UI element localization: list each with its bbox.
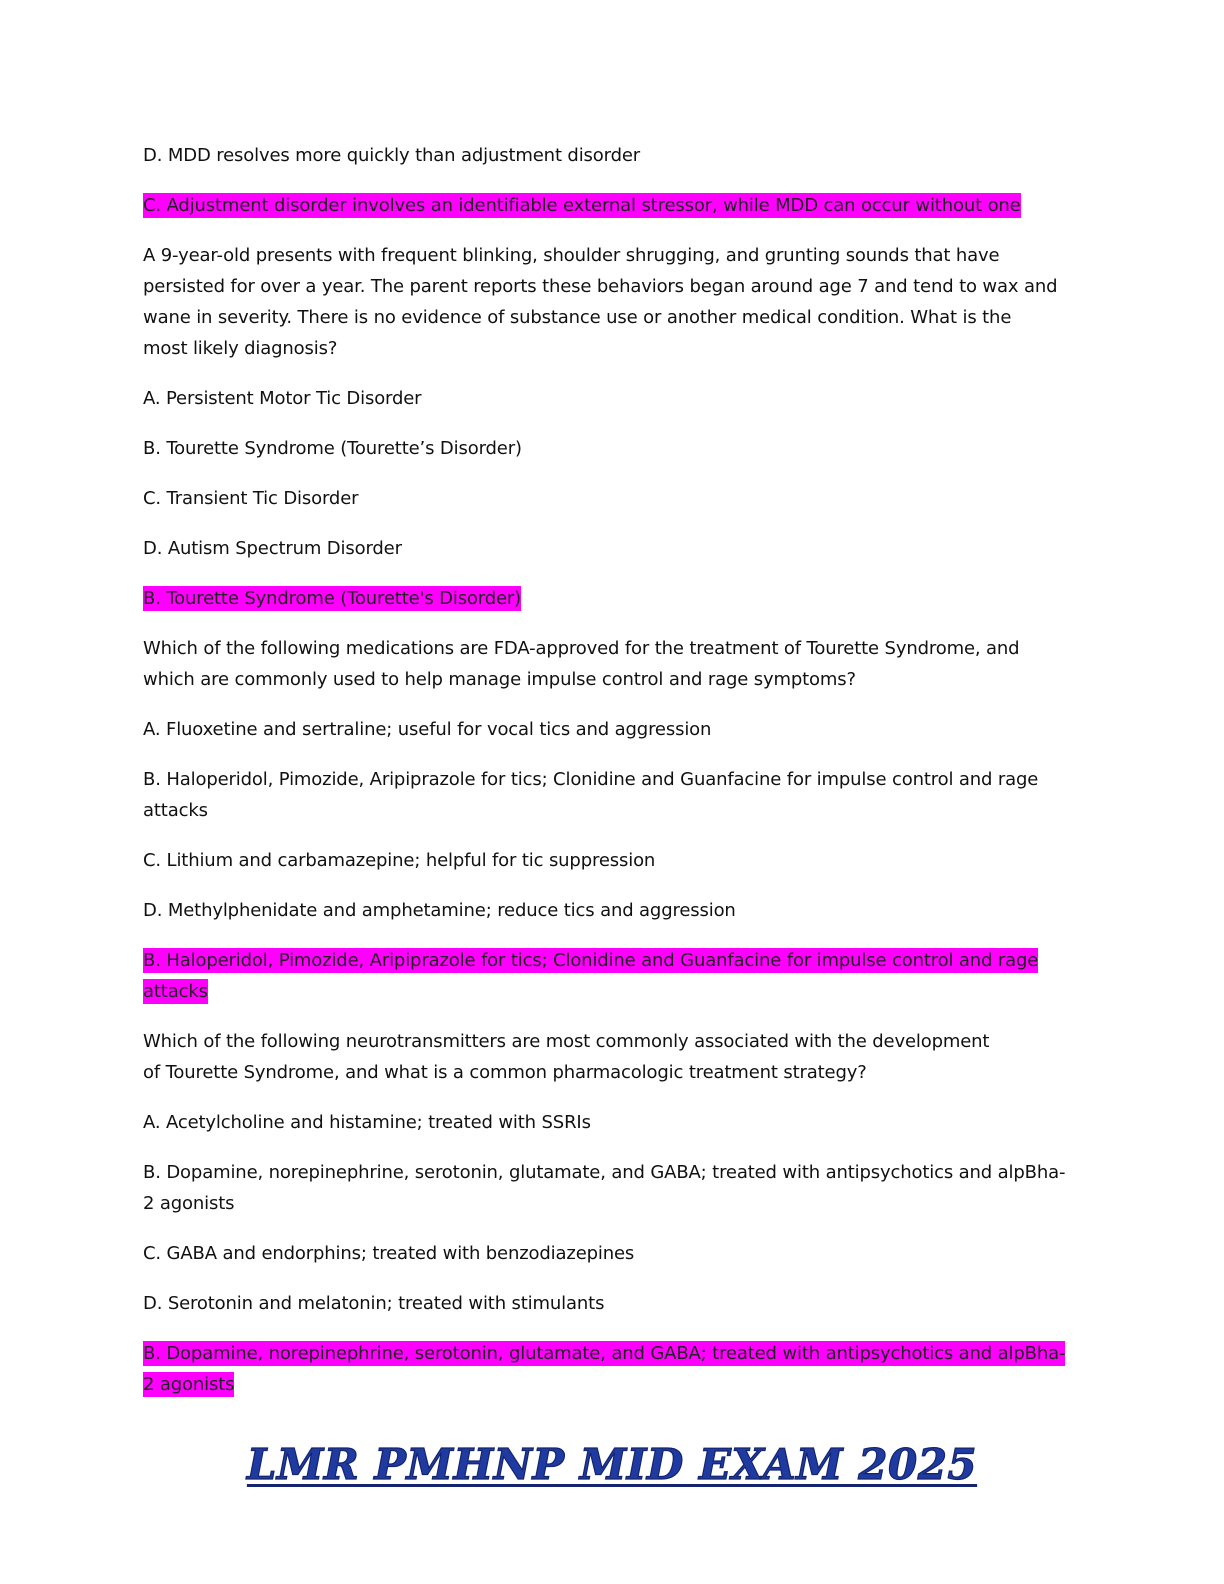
answer-highlight: B. Dopamine, norepinephrine, serotonin, glutamate, and GABA; treated with antipsychotics and alpBha-2 agonists [143, 1343, 1066, 1395]
option-text: B. Dopamine, norepinephrine, serotonin, glutamate, and GABA; treated with antipsychotics and alpBha-2 agonists [143, 1162, 1066, 1214]
question-text: A 9-year-old presents with frequent blinking, shoulder shrugging, and grunting sounds that have persisted for over a year. The parent reports these behaviors began around age 7 and tend to wax and wane in severity. There is no evidence of substance use or another medical condition. What is the most likely diagnosis? [143, 245, 1058, 359]
question-text: Which of the following medications are FDA-approved for the treatment of Tourette Syndrome, and which are commonly used to help manage impulse control and rage symptoms? [143, 638, 1020, 690]
option-text: D. Autism Spectrum Disorder [143, 538, 402, 559]
option-text: B. Tourette Syndrome (Tourette’s Disorder) [143, 438, 522, 459]
option-text: D. Serotonin and melatonin; treated with stimulants [143, 1293, 605, 1314]
question-text: Which of the following neurotransmitters are most commonly associated with the development of Tourette Syndrome, and what is a common pharmacologic treatment strategy? [143, 1031, 990, 1083]
correct-answer [143, 1338, 1068, 1400]
footer-title: LMR PMHNP MID EXAM 2025 [246, 1440, 978, 1489]
option-text: D. MDD resolves more quickly than adjustment disorder [143, 145, 641, 166]
option-text: C. Lithium and carbamazepine; helpful for tic suppression [143, 850, 656, 871]
option-text: C. GABA and endorphins; treated with benzodiazepines [143, 1243, 635, 1264]
option-text: D. Methylphenidate and amphetamine; reduce tics and aggression [143, 900, 736, 921]
option-text: A. Fluoxetine and sertraline; useful for vocal tics and aggression [143, 719, 712, 740]
answer-highlight: B. Haloperidol, Pimozide, Aripiprazole for tics; Clonidine and Guanfacine for impulse control and rage attacks [143, 950, 1039, 1002]
correct-answer [143, 583, 1068, 614]
page-footer [0, 1440, 1224, 1489]
answer-highlight: C. Adjustment disorder involves an identifiable external stressor, while MDD can occur without one [143, 195, 1021, 216]
option-text: C. Transient Tic Disorder [143, 488, 359, 509]
option-text: A. Persistent Motor Tic Disorder [143, 388, 422, 409]
option-text: A. Acetylcholine and histamine; treated with SSRIs [143, 1112, 591, 1133]
option-text: B. Haloperidol, Pimozide, Aripiprazole for tics; Clonidine and Guanfacine for impulse control and rage attacks [143, 769, 1039, 821]
answer-highlight: B. Tourette Syndrome (Tourette's Disorder) [143, 588, 522, 609]
correct-answer [143, 945, 1068, 1007]
correct-answer [143, 190, 1068, 221]
document-body [143, 140, 1068, 1419]
